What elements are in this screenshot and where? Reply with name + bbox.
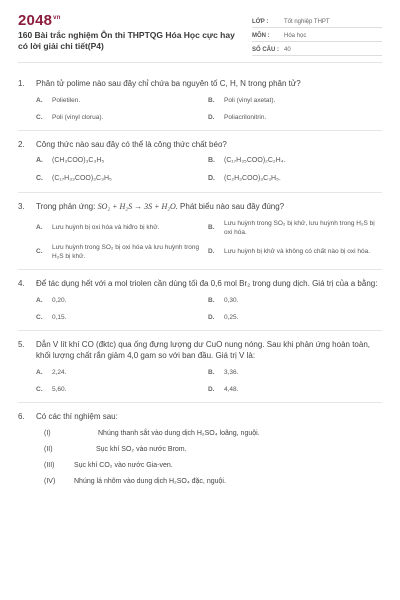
option-text: 0,25. (224, 313, 239, 321)
option-label: A. (36, 224, 43, 232)
option-text: 0,15. (52, 313, 67, 321)
option-label: B. (208, 157, 215, 165)
experiment-text: Sục khí CO₂ vào nước Gia-ven. (74, 461, 173, 469)
option-a[interactable] (36, 219, 208, 237)
experiment-text: Sục khí SO₂ vào nước Brom. (96, 445, 187, 453)
option-text: (C₁₇H₃₅COO)₂C₂H₄. (224, 157, 286, 165)
experiment-label: (IV) (44, 477, 56, 485)
option-label: B. (208, 96, 215, 104)
answer-options (18, 219, 382, 261)
option-label: B. (208, 224, 215, 232)
option-text: 3,36. (224, 368, 239, 376)
question-stem (18, 201, 382, 213)
option-a[interactable] (36, 156, 208, 166)
option-label: D. (208, 113, 215, 121)
stem-prefix: Trong phản ứng: (36, 201, 96, 211)
question-number: 3. (18, 201, 25, 211)
question-number: 5. (18, 339, 25, 349)
option-label: C. (36, 175, 43, 183)
question-number: 1. (18, 79, 25, 88)
experiment-item (44, 478, 382, 485)
option-text: Polietilen. (52, 96, 81, 104)
answer-options (18, 368, 382, 394)
meta-key: SỐ CÂU : (252, 47, 279, 53)
option-text: Lưu huỳnh bị khử và không có chất nào bị oxi hóa. (224, 248, 371, 256)
question-1 (18, 70, 382, 131)
option-text: Poli (vinyl clorua). (52, 113, 104, 121)
option-text: 4,48. (224, 386, 239, 393)
question-stem (18, 411, 382, 423)
option-text: (C₁₇H₃₃COO)₃C₃H₅ (52, 175, 112, 183)
answer-options (18, 96, 382, 122)
answer-options (18, 296, 382, 322)
option-label: A. (36, 96, 43, 104)
option-label: A. (36, 157, 43, 165)
experiment-item (44, 462, 382, 469)
logo-suffix: vn (53, 15, 61, 21)
meta-row-subject (252, 28, 382, 42)
option-b[interactable] (208, 219, 380, 237)
question-stem (18, 339, 382, 362)
option-label: C. (36, 113, 43, 121)
option-a[interactable] (36, 96, 208, 105)
option-text: Lưu huỳnh bị oxi hóa và hiđro bị khử. (52, 224, 160, 232)
question-stem (18, 278, 382, 290)
question-text: Công thức nào sau đây có thể là công thức chất béo? (36, 139, 227, 149)
meta-row-question-count (252, 42, 382, 56)
question-number: 6. (18, 412, 25, 422)
answer-options (18, 156, 382, 184)
option-d[interactable] (208, 243, 380, 261)
option-c[interactable] (36, 313, 208, 322)
experiment-text: Nhúng thanh sắt vào dung dịch H₂SO₄ loãng, nguội. (98, 429, 260, 437)
option-b[interactable] (208, 156, 380, 166)
option-text: 2,24. (52, 368, 67, 376)
meta-key: LỚP : (252, 19, 269, 25)
option-a[interactable] (36, 296, 208, 305)
logo-text: 2048 (18, 12, 53, 29)
option-label: A. (36, 296, 43, 304)
experiment-text: Nhúng lá nhôm vào dung dịch H₂SO₄ đặc, nguội. (74, 477, 226, 485)
question-number: 2. (18, 139, 25, 149)
meta-row-class (252, 14, 382, 28)
option-label: C. (36, 248, 43, 256)
option-text: Lưu huỳnh trong SO₂ bị khử, lưu huỳnh trong H₂S bị oxi hóa. (224, 219, 375, 236)
experiment-item (44, 446, 382, 453)
question-3 (18, 193, 382, 270)
option-d[interactable] (208, 313, 380, 322)
site-logo[interactable] (18, 12, 61, 29)
option-label: D. (208, 175, 215, 183)
question-text: Dẫn V lít khí CO (đktc) qua ống đựng lượng dư CuO nung nóng. Sau khi phản ứng hoàn toàn, khối lượng chất rắn giảm 4,0 gam so với ban đầu. Giá trị V là: (36, 339, 370, 361)
experiment-item (44, 430, 382, 437)
meta-value: 40 (284, 47, 291, 53)
question-stem (18, 78, 382, 90)
option-d[interactable] (208, 174, 380, 184)
option-text: (C₂H₃COO)₃C₃H₅. (224, 175, 281, 183)
option-label: C. (36, 386, 43, 393)
option-b[interactable] (208, 368, 380, 377)
option-text: Lưu huỳnh trong SO₂ bị oxi hóa và lưu huỳnh trong H₂S bị khử. (52, 243, 200, 260)
option-text: 0,30. (224, 296, 239, 304)
header-divider (18, 62, 382, 63)
option-text: Poli (vinyl axetat). (224, 96, 276, 104)
meta-value: Hóa học (284, 33, 307, 39)
question-6 (18, 403, 382, 502)
option-d[interactable] (208, 113, 380, 122)
option-label: C. (36, 313, 43, 321)
option-label: B. (208, 296, 215, 304)
question-text: Để tác dụng hết với a mol triolen cần dùng tối đa 0,6 mol Br₂ trong dung dịch. Giá trị của a bằng: (36, 278, 378, 288)
option-label: A. (36, 368, 43, 376)
option-c[interactable] (36, 243, 208, 261)
option-label: D. (208, 386, 215, 393)
question-text: Có các thí nghiệm sau: (36, 412, 118, 422)
option-c[interactable] (36, 174, 208, 184)
option-c[interactable] (36, 113, 208, 122)
experiment-label: (I) (44, 429, 51, 437)
option-d[interactable] (208, 385, 380, 394)
reaction-equation: SO₂ + H₂S → 3S + H₂O. (97, 201, 178, 211)
meta-value: Tốt nghiệp THPT (284, 19, 330, 25)
question-5 (18, 331, 382, 403)
document-title: 160 Bài trắc nghiệm Ôn thi THPTQG Hóa Học cực hay có lời giải chi tiết(P4) (18, 30, 235, 51)
option-label: B. (208, 368, 215, 376)
option-text: 0,20. (52, 296, 67, 304)
question-number: 4. (18, 278, 25, 288)
option-text: 5,60. (52, 386, 67, 393)
option-label: D. (208, 248, 215, 256)
option-a[interactable] (36, 368, 208, 377)
option-text: Poliacrilonitrin. (224, 113, 267, 121)
question-stem (18, 139, 382, 151)
question-2 (18, 131, 382, 193)
meta-key: MÔN : (252, 33, 270, 39)
question-text: Phân tử polime nào sau đây chỉ chứa ba nguyên tố C, H, N trong phân tử? (36, 79, 301, 88)
experiment-label: (II) (44, 445, 53, 453)
question-text (36, 201, 284, 213)
option-c[interactable] (36, 385, 208, 394)
option-b[interactable] (208, 296, 380, 305)
option-text: (CH₃COO)₃C₃H₅ (52, 157, 105, 165)
option-b[interactable] (208, 96, 380, 105)
option-label: D. (208, 313, 215, 321)
document-meta (252, 14, 382, 56)
experiment-label: (III) (44, 461, 55, 469)
experiment-list (18, 430, 382, 485)
question-list (18, 70, 382, 502)
question-4 (18, 270, 382, 331)
stem-suffix: Phát biểu nào sau đây đúng? (180, 201, 285, 211)
